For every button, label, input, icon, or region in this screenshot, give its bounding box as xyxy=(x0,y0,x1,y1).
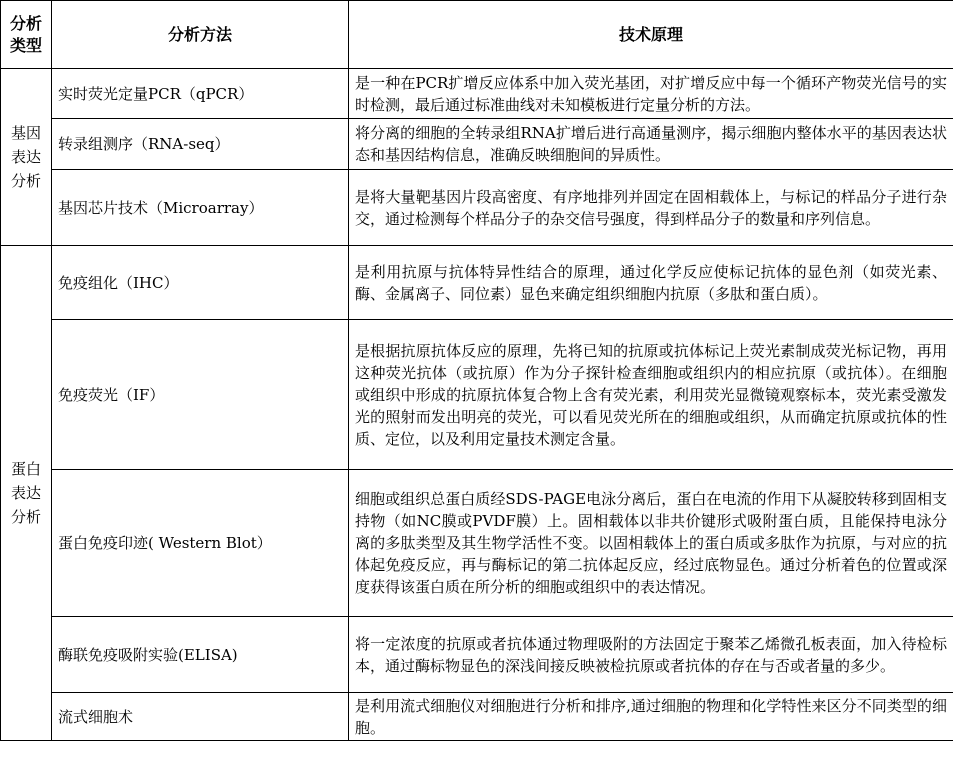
principle-cell: 是将大量靶基因片段高密度、有序地排列并固定在固相载体上，与标记的样品分子进行杂交，通过检测每个样品分子的杂交信号强度，得到样品分子的数量和序列信息。 xyxy=(349,170,953,246)
header-analysis-type: 分析类型 xyxy=(1,1,52,69)
method-cell: 基因芯片技术（Microarray） xyxy=(52,170,349,246)
principle-cell: 将一定浓度的抗原或者抗体通过物理吸附的方法固定于聚苯乙烯微孔板表面，加入待检标本，通过酶标物显色的深浅间接反映被检抗原或者抗体的存在与否或者量的多少。 xyxy=(349,617,953,693)
method-cell: 蛋白免疫印迹( Western Blot） xyxy=(52,470,349,617)
table-header-row xyxy=(1,1,953,69)
method-cell: 实时荧光定量PCR（qPCR） xyxy=(52,69,349,119)
method-cell: 免疫组化（IHC） xyxy=(52,246,349,320)
analysis-type-cell: 蛋白表达分析 xyxy=(1,246,52,741)
principle-cell: 是一种在PCR扩增反应体系中加入荧光基团，对扩增反应中每一个循环产物荧光信号的实时检测，最后通过标准曲线对未知模板进行定量分析的方法。 xyxy=(349,69,953,119)
table-row xyxy=(1,170,953,246)
header-technical-principle: 技术原理 xyxy=(349,1,953,69)
table-row xyxy=(1,119,953,170)
principle-cell: 将分离的细胞的全转录组RNA扩增后进行高通量测序，揭示细胞内整体水平的基因表达状态和基因结构信息，准确反映细胞间的异质性。 xyxy=(349,119,953,170)
analysis-type-cell: 基因表达分析 xyxy=(1,69,52,246)
principle-cell: 细胞或组织总蛋白质经SDS-PAGE电泳分离后，蛋白在电流的作用下从凝胶转移到固相支持物（如NC膜或PVDF膜）上。固相载体以非共价键形式吸附蛋白质，且能保持电泳分离的多肽类型及其生物学活性不变。以固相载体上的蛋白质或多肽作为抗原，与对应的抗体起免疫反应，再与酶标记的第二抗体起反应，经过底物显色。通过分析着色的位置或深度获得该蛋白质在所分析的细胞或组织中的表达情况。 xyxy=(349,470,953,617)
table-row xyxy=(1,693,953,741)
method-cell: 酶联免疫吸附实验(ELISA) xyxy=(52,617,349,693)
header-analysis-method: 分析方法 xyxy=(52,1,349,69)
table-row xyxy=(1,69,953,119)
table-row xyxy=(1,246,953,320)
method-cell: 转录组测序（RNA-seq） xyxy=(52,119,349,170)
method-cell: 免疫荧光（IF） xyxy=(52,320,349,470)
method-cell: 流式细胞术 xyxy=(52,693,349,741)
table-row xyxy=(1,470,953,617)
principle-cell: 是利用流式细胞仪对细胞进行分析和排序,通过细胞的物理和化学特性来区分不同类型的细胞。 xyxy=(349,693,953,741)
principle-cell: 是利用抗原与抗体特异性结合的原理，通过化学反应使标记抗体的显色剂（如荧光素、酶、金属离子、同位素）显色来确定组织细胞内抗原（多肽和蛋白质）。 xyxy=(349,246,953,320)
table-row xyxy=(1,617,953,693)
principle-cell: 是根据抗原抗体反应的原理，先将已知的抗原或抗体标记上荧光素制成荧光标记物，再用这种荧光抗体（或抗原）作为分子探针检查细胞或组织内的相应抗原（或抗体）。在细胞或组织中形成的抗原抗体复合物上含有荧光素，利用荧光显微镜观察标本，荧光素受激发光的照射而发出明亮的荧光，可以看见荧光所在的细胞或组织，从而确定抗原或抗体的性质、定位，以及利用定量技术测定含量。 xyxy=(349,320,953,470)
table-row xyxy=(1,320,953,470)
